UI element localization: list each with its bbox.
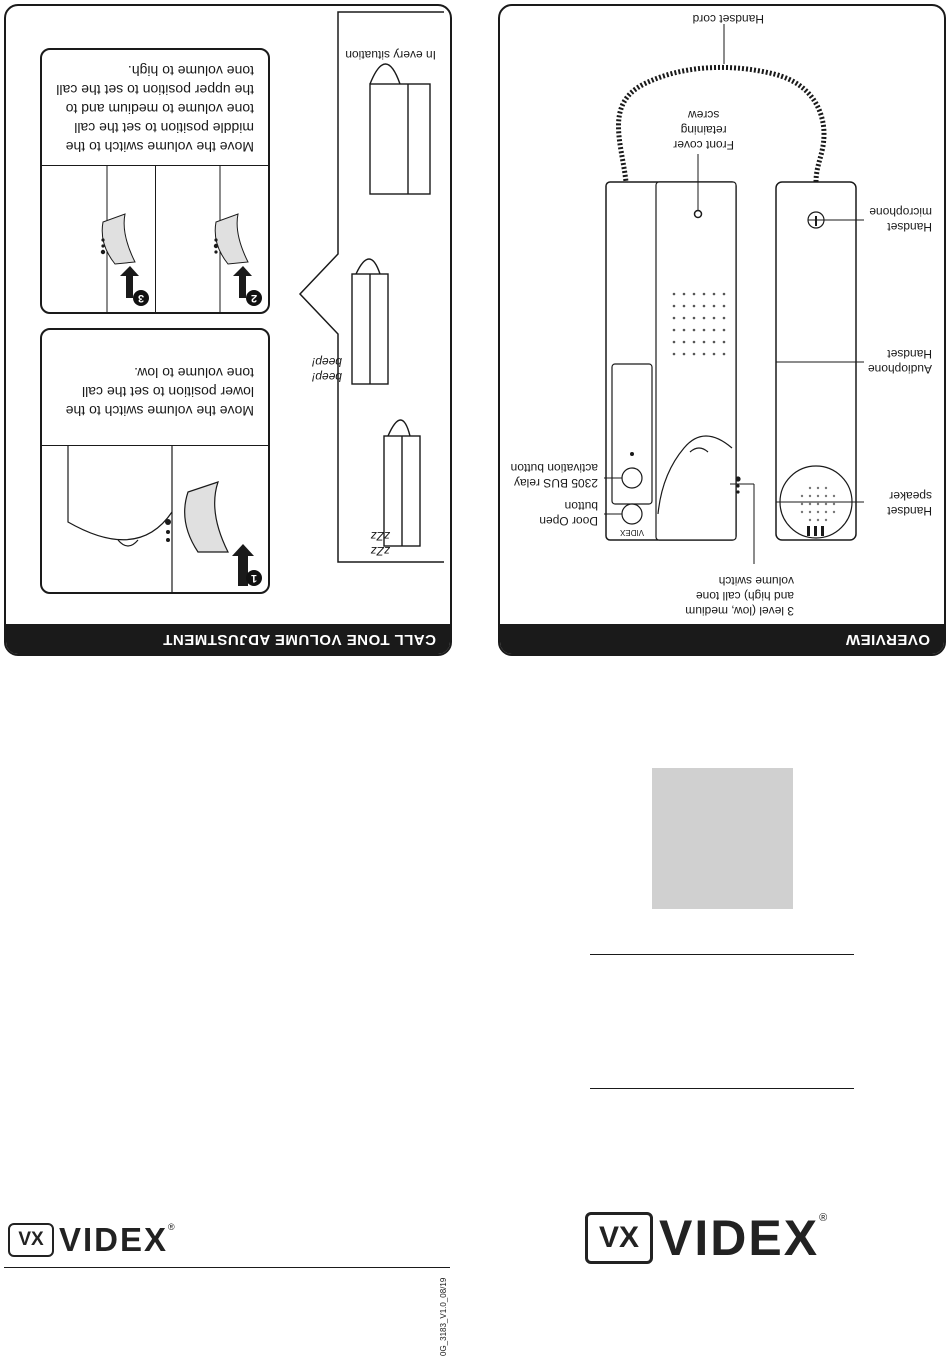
vx-mark-icon: VX	[585, 1212, 653, 1264]
device-beeping	[352, 259, 388, 384]
front-cover-screw	[695, 211, 702, 218]
adjustment-title: CALL TONE VOLUME ADJUSTMENT	[162, 631, 436, 648]
step1-illustration	[42, 446, 268, 592]
document-code: 0G_3183_V1.0_08/19	[439, 1277, 448, 1356]
step1-text: Move the volume switch to the lower position to set the call tone volume to low.	[65, 365, 254, 419]
vx-mark-icon: VX	[8, 1223, 54, 1257]
overview-title-bar	[500, 624, 944, 654]
audiophone-handset-label: Audiophone Handset	[867, 347, 932, 376]
zzz-text: zZz zZz	[370, 529, 390, 558]
step2-number: 2	[246, 290, 262, 306]
adjustment-title-bar	[6, 624, 450, 654]
device-brand-label: VIDEX	[619, 528, 644, 537]
step3-panel	[41, 166, 156, 312]
overview-panel	[498, 4, 946, 656]
situation-caption: In every situation	[345, 48, 436, 62]
step3-number: 3	[133, 290, 149, 306]
relay-button-shape	[622, 468, 642, 488]
hand-icon	[185, 482, 228, 552]
videx-logo-large	[585, 1212, 827, 1264]
device-ringing	[370, 64, 430, 194]
door-open-button-label: Door Open button	[539, 499, 598, 528]
footer-rule	[4, 1267, 450, 1268]
step2-panel	[156, 166, 268, 312]
handset-cord-label: Handset cord	[692, 12, 764, 26]
front-cover-screw-label: Front cover retaining screw	[673, 108, 734, 152]
handset-speaker-label: Handset speaker	[887, 489, 932, 518]
overview-title: OVERVIEW	[845, 631, 930, 648]
registered-mark-large: ®	[819, 1212, 828, 1224]
beep-text: beep! beep!	[311, 355, 342, 384]
step23-card	[40, 48, 270, 314]
door-open-button-shape	[622, 504, 642, 524]
registered-mark-small: ®	[168, 1222, 175, 1232]
device-illustration	[500, 6, 944, 624]
handset-microphone-label: Handset microphone	[869, 205, 932, 234]
step1-number: 1	[246, 570, 262, 586]
volume-switch-label: 3 level (low, medium and high) call tone volume switch	[685, 574, 794, 618]
videx-logo-small	[8, 1222, 175, 1258]
brand-name-large: VIDEX	[659, 1210, 820, 1266]
relay-button-label: 2305 BUS relay activation button	[510, 461, 598, 490]
product-image-placeholder	[652, 768, 793, 909]
rule-top	[590, 954, 854, 955]
adjustment-panel	[4, 4, 452, 656]
brand-name-small: VIDEX	[59, 1221, 169, 1258]
step1-card	[40, 328, 270, 594]
step3-text: Move the volume switch to the middle position to set the call tone volume to medium and to the upper position to set the call tone volume to high.	[56, 63, 254, 155]
rule-bottom	[590, 1088, 854, 1089]
